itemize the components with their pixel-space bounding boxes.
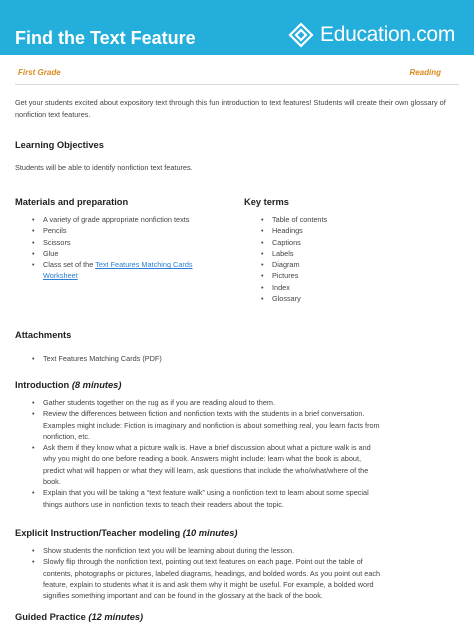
list-item: • Slowly flip through the nonfiction text, pointing out text features on each page. Point out the table of contents, photographs or pictures, labeled diagrams, headings, and bolded words. As you point out each feature, explain to students what it is and ask them why it might be useful. For example, a bolded word signifies something important and can be found in the glossary at the back of the book. [15,556,459,601]
text-features-cards-link[interactable]: Text Features Matching Cards [95,260,193,270]
explicit-heading: Explicit Instruction/Teacher modeling (10 minutes) [15,528,238,538]
header-banner [0,0,474,55]
worksheet-link[interactable]: Worksheet [43,271,78,281]
list-item: • Review the differences between fiction and nonfiction texts with the students in a brief conversation. Examples might include: Fiction is imaginary and nonfiction is about something real, you learn facts from nonfiction, etc. [15,408,459,442]
intro-text: Get your students excited about expository text through this fun introduction to text features! Students will create their own glossary of nonfiction text features. [15,98,446,119]
list-item: • Glue [15,248,245,259]
list-item: • A variety of grade appropriate nonfiction texts [15,214,245,225]
key-terms-list [244,214,444,304]
education-logo[interactable] [286,20,455,50]
attachment-item[interactable]: • Text Features Matching Cards (PDF) [15,353,459,364]
grade-label: First Grade [18,68,61,77]
list-item: • Class set of the Text Features Matching Cards Worksheet [15,259,245,282]
list-item: • Gather students together on the rug as if you are reading aloud to them. [15,397,459,408]
divider [15,84,459,85]
list-item: • Explain that you will be taking a “text feature walk” using a nonfiction text to learn about some special things authors use in nonfiction texts to teach their readers about the topic. [15,487,459,510]
list-item: • Headings [244,225,444,236]
logo-text: Education.com [320,23,456,46]
list-item: • Glossary [244,293,444,304]
lesson-meta [15,65,459,85]
education-logo-icon [286,20,316,50]
attachments-section [15,330,459,364]
list-item: • Labels [244,248,444,259]
list-item: • Index [244,282,444,293]
introduction-section [15,380,459,510]
list-item: • Diagram [244,259,444,270]
subject-label: Reading [409,68,441,77]
objectives-text: Students will be able to identify nonfiction text features. [15,163,193,172]
objectives-heading: Learning Objectives [15,140,104,150]
introduction-heading: Introduction (8 minutes) [15,380,122,390]
learning-objectives [15,140,459,174]
guided-practice-section [15,612,459,622]
list-item: • Pictures [244,270,444,281]
materials-section [15,197,245,282]
list-item: • Ask them if they know what a picture walk is. Have a brief discussion about what a picture walk is and why you might do one before reading a book. Answers might include: learn what the book is about, predict what will happen or what they will learn, ask questions that include the who/what/where of the book. [15,442,459,487]
list-item: • Table of contents [244,214,444,225]
list-item: • Captions [244,237,444,248]
guided-heading: Guided Practice (12 minutes) [15,612,144,622]
list-item: • Scissors [15,237,245,248]
introduction-list [15,397,459,510]
key-terms-heading: Key terms [244,197,289,207]
explicit-list [15,545,459,601]
attachments-list [15,353,459,364]
attachments-heading: Attachments [15,330,72,340]
materials-list [15,214,245,282]
list-item: • Show students the nonfiction text you will be learning about during the lesson. [15,545,459,556]
list-item: • Pencils [15,225,245,236]
explicit-instruction-section [15,528,459,601]
materials-heading: Materials and preparation [15,197,129,207]
key-terms-section [244,197,444,304]
page-title: Find the Text Feature [15,28,196,48]
